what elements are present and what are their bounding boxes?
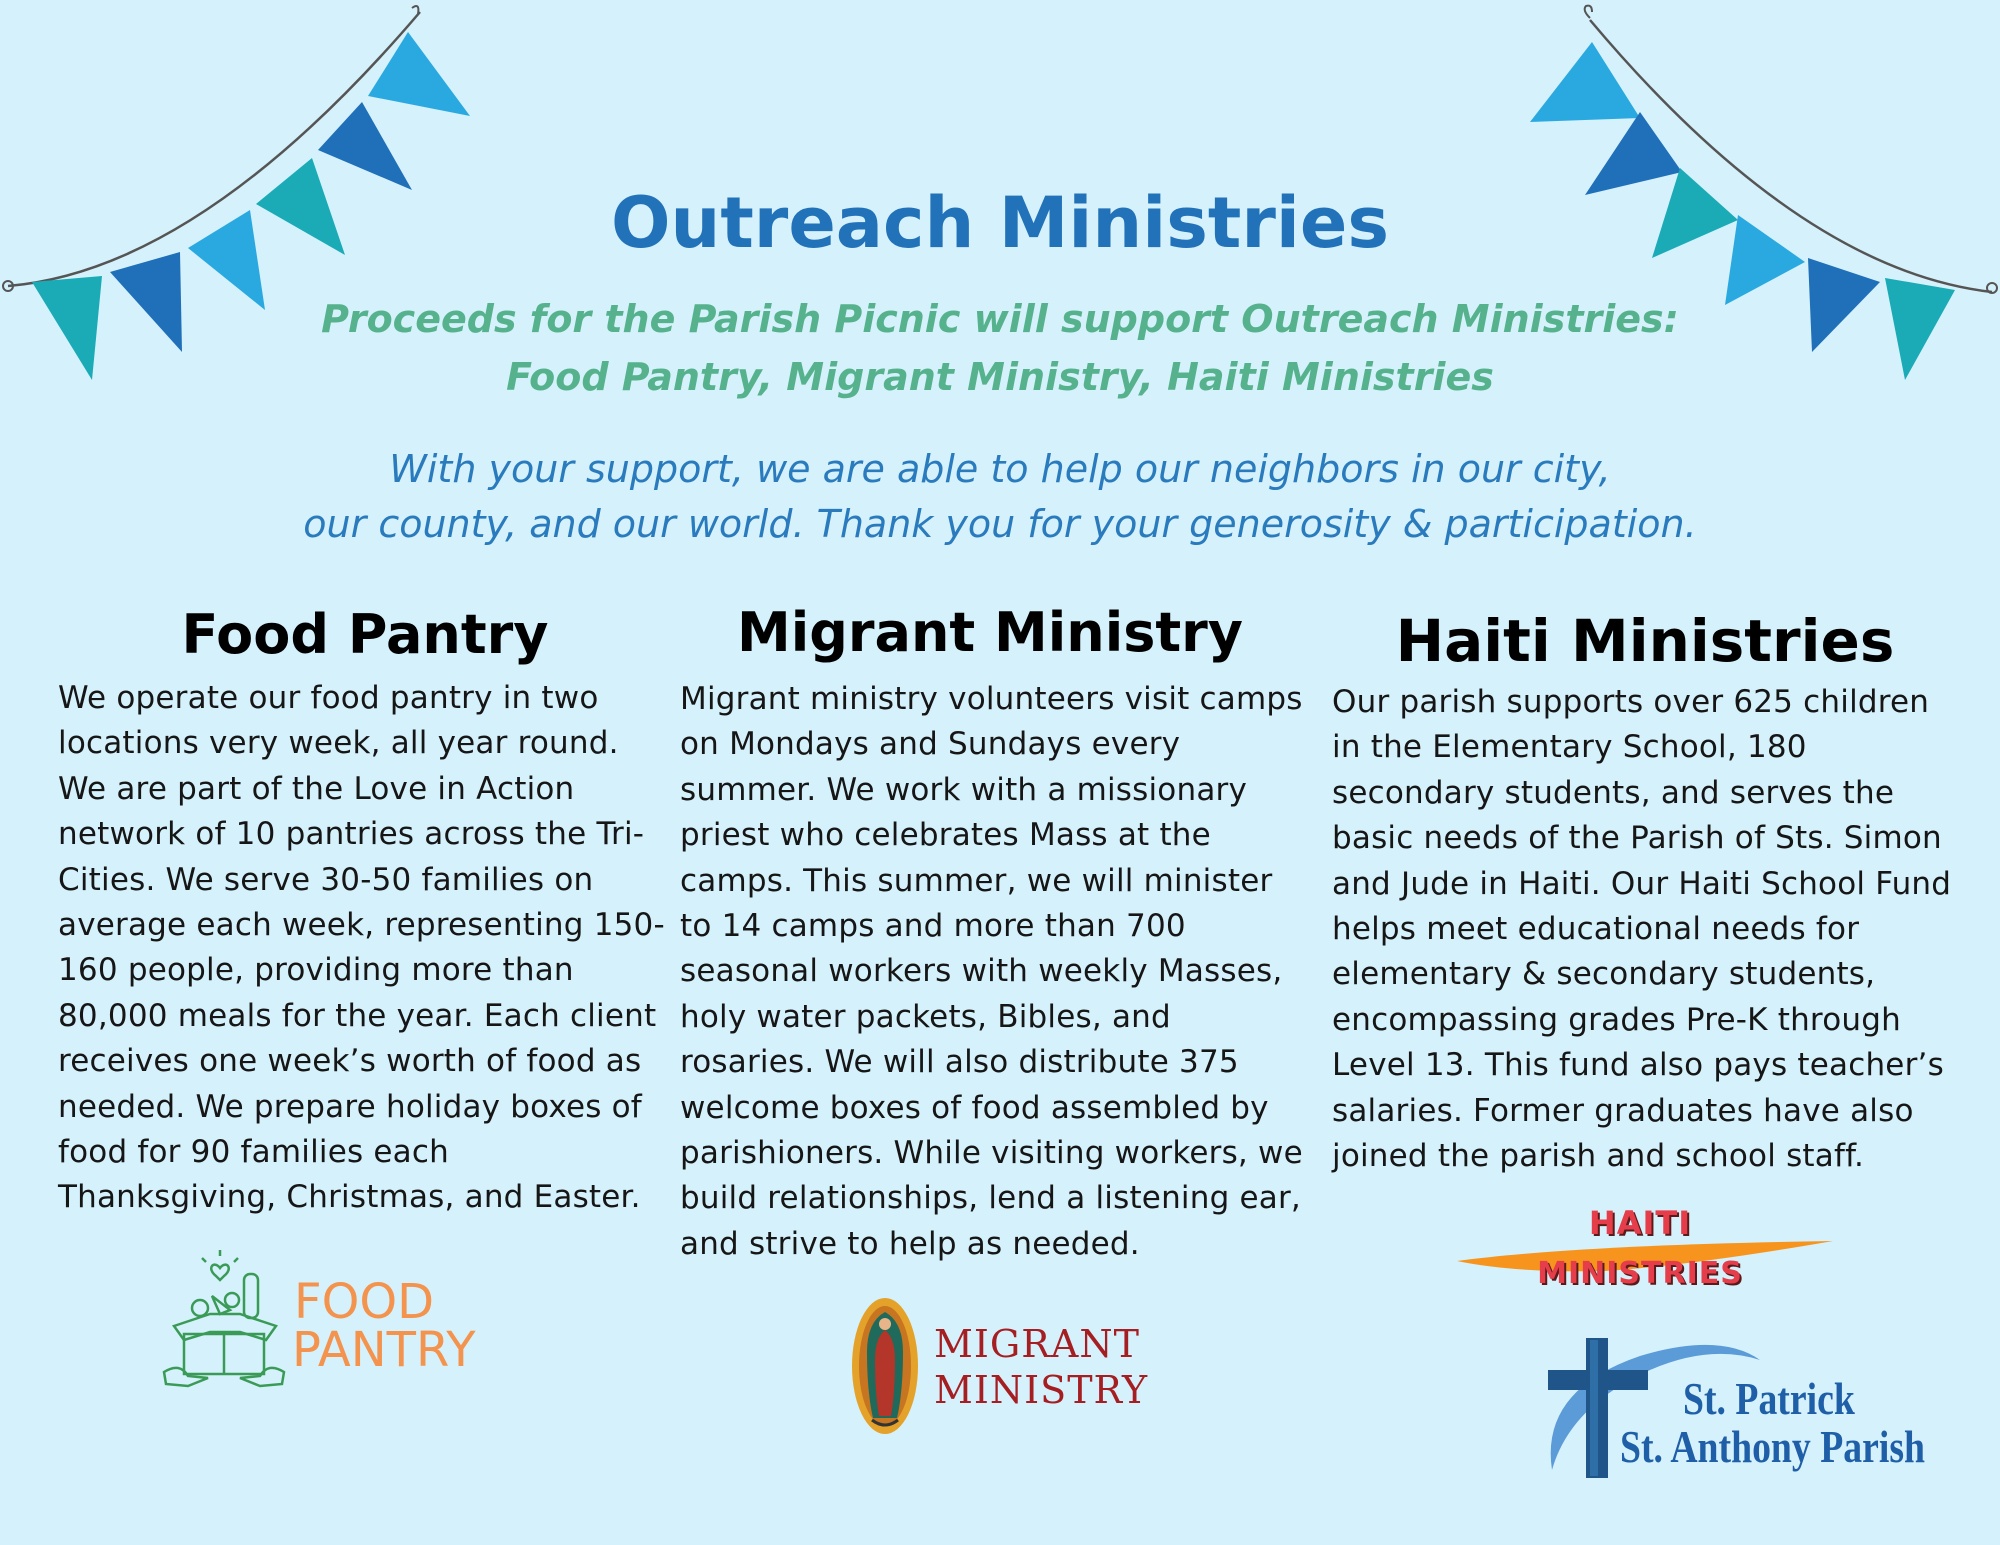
migrant-ministry-logo-word-2: MINISTRY (934, 1368, 1149, 1412)
haiti-logo-word-2: MINISTRIES (1537, 1256, 1743, 1291)
page-subtitle: Proceeds for the Parish Picnic will support Outreach Ministries: Food Pantry, Migrant Ministry, Haiti Ministries (321, 297, 1679, 399)
food-pantry-logo-word-2: PANTRY (292, 1322, 476, 1378)
page-title: Outreach Ministries (611, 182, 1389, 264)
migrant-ministry-logo-word-1: MIGRANT (934, 1322, 1140, 1366)
food-pantry-description: We operate our food pantry in two locations very week, all year round. We are part of the Love in Action network of 10 pantries across the Tri-Cities. We serve 30-50 families on average each week, representing 150-160 people, providing more than 80,000 meals for the year. Each client receives one week’s worth of food as needed. We prepare holiday boxes of food for 90 families each Thanksgiving, Christmas, and Easter. (58, 680, 665, 1216)
parish-logo-line-1: St. Patrick (1683, 1373, 1855, 1424)
food-pantry-heading: Food Pantry (181, 603, 549, 666)
parish-logo-line-2: St. Anthony Parish (1620, 1421, 1925, 1472)
migrant-ministry-heading: Migrant Ministry (736, 601, 1243, 664)
intro-text (200, 442, 1800, 552)
food-box-icon (160, 1248, 290, 1390)
haiti-ministries-heading: Haiti Ministries (1395, 607, 1895, 675)
virgin-of-guadalupe-icon (850, 1296, 920, 1436)
migrant-ministry-description: Migrant ministry volunteers visit camps on Mondays and Sundays every summer. We work with a missionary priest who celebrates Mass at the camps. This summer, we will minister to 14 camps and more than 700 seasonal workers with weekly Masses, holy water packets, Bibles, and rosaries. We will also distribute 375 welcome boxes of food assembled by parishioners. While visiting workers, we build relationships, lend a listening ear, and strive to help as needed. (680, 681, 1303, 1262)
haiti-logo-word-1: HAITI (1588, 1204, 1692, 1242)
intro-line-2: our county, and our world. Thank you for your generosity & participation. (303, 502, 1697, 546)
food-pantry-logo-word-1: FOOD (294, 1274, 435, 1330)
intro-line-1: With your support, we are able to help our neighbors in our city, (389, 447, 1611, 491)
haiti-ministries-description: Our parish supports over 625 children in the Elementary School, 180 secondary students, and serves the basic needs of the Parish of Sts. Simon and Jude in Haiti. Our Haiti School Fund helps meet educational needs for elementary & secondary students, encompassing grades Pre-K through Level 13. This fund also pays teacher’s salaries. Former graduates have also joined the parish and school staff. (1332, 684, 1952, 1175)
